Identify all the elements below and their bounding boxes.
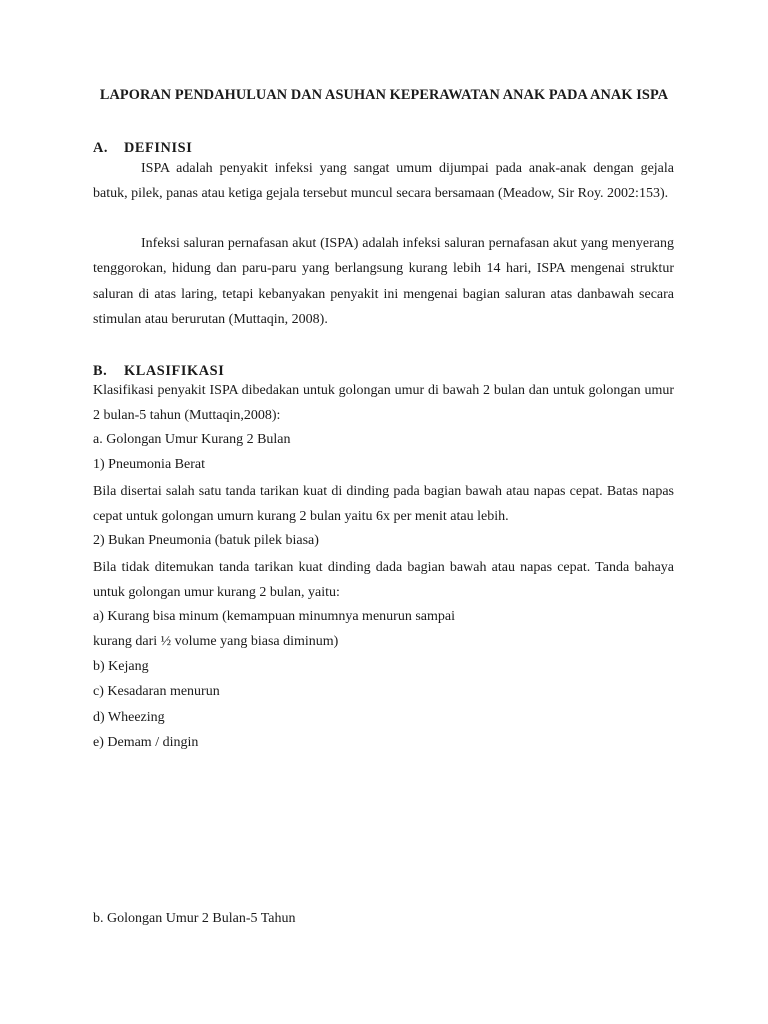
item-1-title: 1) Pneumonia Berat <box>93 457 205 472</box>
item-2-text: Bila tidak ditemukan tanda tarikan kuat dinding dada bagian bawah atau napas cepat. Tanda bahaya untuk golongan umur kurang 2 bulan, yaitu: <box>93 560 674 601</box>
definition-paragraph-1: ISPA adalah penyakit infeksi yang sangat umum dijumpai pada anak-anak dengan gejala batuk, pilek, panas atau ketiga gejala tersebut muncul secara bersamaan (Meadow, Sir Roy. 2002:153). <box>93 161 674 202</box>
definition-paragraph-2: Infeksi saluran pernafasan akut (ISPA) adalah infeksi saluran pernafasan akut yang menyerang tenggorokan, hidung dan paru-paru yang berlangsung kurang lebih 14 hari, ISPA mengenai struktur saluran di atas laring, tetapi kebanyakan penyakit ini mengenai bagian saluran atas danbawah secara stimulan atau berurutan (Muttaqin, 2008). <box>93 236 674 327</box>
section-a-title: DEFINISI <box>124 140 193 156</box>
danger-sign-b: b) Kejang <box>93 659 149 674</box>
danger-sign-d: d) Wheezing <box>93 710 165 725</box>
item-1-text: Bila disertai salah satu tanda tarikan kuat di dinding pada bagian bawah atau napas cepat. Batas napas cepat untuk golongan umurn kurang 2 bulan yaitu 6x per menit atau lebih. <box>93 484 674 525</box>
document-title: LAPORAN PENDAHULUAN DAN ASUHAN KEPERAWATAN ANAK PADA ANAK ISPA <box>99 87 669 103</box>
section-b-title: KLASIFIKASI <box>124 363 225 379</box>
group-a-heading: a. Golongan Umur Kurang 2 Bulan <box>93 432 291 447</box>
danger-sign-c: c) Kesadaran menurun <box>93 684 220 699</box>
item-2-title: 2) Bukan Pneumonia (batuk pilek biasa) <box>93 533 319 548</box>
section-a-letter: A. <box>93 140 109 156</box>
group-b-heading: b. Golongan Umur 2 Bulan-5 Tahun <box>93 911 296 926</box>
section-b-letter: B. <box>93 363 108 379</box>
danger-sign-a-line-1: a) Kurang bisa minum (kemampuan minumnya menurun sampai <box>93 609 455 624</box>
danger-sign-a-line-2: kurang dari ½ volume yang biasa diminum) <box>93 634 339 649</box>
classification-intro: Klasifikasi penyakit ISPA dibedakan untuk golongan umur di bawah 2 bulan dan untuk golongan umur 2 bulan-5 tahun (Muttaqin,2008): <box>93 383 674 424</box>
danger-sign-e: e) Demam / dingin <box>93 735 199 750</box>
section-a-heading <box>93 140 192 157</box>
